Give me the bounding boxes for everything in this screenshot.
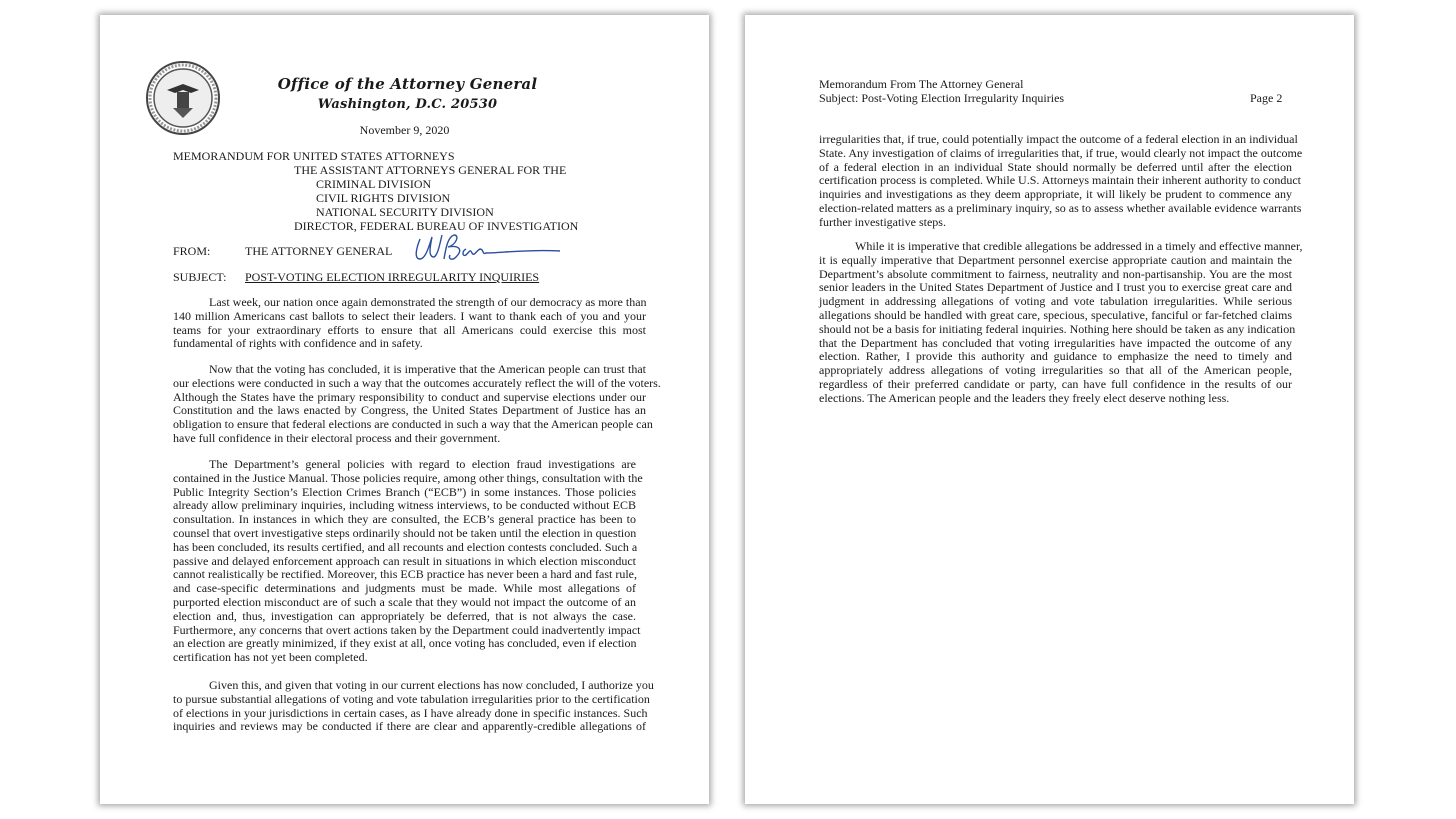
page-number: Page 2 [1250,91,1283,105]
text-line: cannot realistically be rectified. Moreover, this ECB practice has never been a hard and fast rule, [173,567,637,582]
recipient: DIRECTOR, FEDERAL BUREAU OF INVESTIGATION [294,219,579,233]
text-line: Constitution and the laws enacted by Congress, the United States Department of Justice has an [173,403,646,418]
from-label: FROM: [173,244,211,258]
text-line: our elections were conducted in such a way that the outcomes accurately reflect the will of the voters. [173,375,661,390]
subject-label: SUBJECT: [173,270,227,284]
text-line: certification process is completed. While U.S. Attorneys maintain their inherent authority to conduct [819,173,1301,188]
text-line: that the Department has concluded that voting irregularities have impacted the outcome of any [819,335,1292,350]
text-line: inquiries and investigations as they deem appropriate, it will likely be prudent to commence any [819,187,1292,202]
text-line: of a federal election in an individual State should normally be deferred until after the election [819,159,1292,174]
paragraph-5 [819,132,1303,230]
signature-icon [410,229,565,265]
text-line: an election are greatly minimized, if they exist at all, once voting has concluded, even if election [173,636,637,651]
text-line: The Department’s general policies with regard to election fraud investigations are [209,457,636,471]
text-line: allegations should be handled with great care, specious, speculative, fanciful or far-fetched claims [819,307,1292,322]
office-address: Washington, D.C. 20530 [317,97,498,112]
text-line: Department’s absolute commitment to fairness, neutrality and non-partisanship. You are the most [819,266,1292,281]
memo-page-2 [745,15,1354,804]
recipient: CRIMINAL DIVISION [316,177,432,191]
text-line: regardless of their preferred candidate or party, can have full confidence in the results of our [819,376,1292,391]
office-title: Office of the Attorney General [277,75,538,93]
paragraph-4 [173,678,654,734]
paragraph-2 [173,362,661,446]
subject-value: POST-VOTING ELECTION IRREGULARITY INQUIRIES [245,270,540,284]
text-line: should not be a basis for initiating federal inquiries. Nothing here should be taken as any indication [819,321,1296,336]
text-line: irregularities that, if true, could potentially impact the outcome of a federal election in an individual [819,132,1298,146]
memo-page-1 [100,15,709,804]
paragraph-1 [173,296,646,351]
text-line: passive and delayed enforcement approach can result in situations in which election misconduct [173,553,636,568]
text-line: already allow preliminary inquiries, including witness interviews, to be conducted without ECB [173,498,636,513]
text-line: senior leaders in the United States Department of Justice and I trust you to exercise great care and [819,280,1292,295]
text-line: election. Rather, I provide this authority and guidance to emphasize the need to timely and [819,349,1292,364]
text-line: Last week, our nation once again demonstrated the strength of our democracy as more than [209,295,647,309]
text-line: to pursue substantial allegations of voting and vote tabulation irregularities prior to the certification [173,691,650,706]
text-line: appropriately address allegations of voting irregularities so that all of the American people, [819,363,1292,378]
text-line: Given this, and given that voting in our current elections has now concluded, I authorize you [209,678,654,692]
text-line: elections. The American people and the leaders they freely elect deserve nothing less. [819,390,1230,405]
text-line: State. Any investigation of claims of irregularities that, if true, would clearly not impact the outcome [819,145,1303,160]
text-line: further investigative steps. [819,214,946,229]
text-line: has been concluded, its results certified, and all recounts and election contests concluded. Such a [173,539,638,554]
text-line: and case-specific determinations and judgments must be made. While most allegations of [173,581,636,596]
text-line: Public Integrity Section’s Election Crimes Branch (“ECB”) in some instances. Those policies [173,484,636,499]
running-header-title: Memorandum From The Attorney General [819,77,1024,91]
recipient: CIVIL RIGHTS DIVISION [316,191,451,205]
text-line: have full confidence in their electoral process and their government. [173,430,501,445]
text-line: judgment in addressing allegations of voting and vote tabulation irregularities. While serious [819,294,1292,309]
from-value: THE ATTORNEY GENERAL [245,244,393,258]
text-line: election and, thus, investigation can appropriately be deferred, that is not always the case. [173,608,636,623]
text-line: consultation. In instances in which they are consulted, the ECB’s general practice has been to [173,512,636,527]
text-line: election-related matters as a preliminary inquiry, so as to assess whether available evidence warrants [819,200,1302,215]
memo-for-label: MEMORANDUM FOR UNITED STATES ATTORNEYS [173,149,455,163]
memo-date: November 9, 2020 [359,123,450,137]
recipient: NATIONAL SECURITY DIVISION [316,205,494,219]
text-line: purported election misconduct are of such a scale that they would not impact the outcome of an [173,594,636,609]
text-line: While it is imperative that credible allegations be addressed in a timely and effective manner, [855,239,1303,253]
text-line: it is equally imperative that Department personnel exercise appropriate caution and maintain the [819,252,1292,267]
text-line: certification has not yet been completed. [173,650,368,665]
text-line: contained in the Justice Manual. Those policies require, among other things, consultation with the [173,470,643,485]
text-line: fundamental of rights with confidence and in safety. [173,336,423,351]
text-line: Furthermore, any concerns that overt actions taken by the Department could inadvertently impact [173,622,641,637]
text-line: inquiries and reviews may be conducted if there are clear and apparently-credible allegations of [173,719,646,734]
recipient: THE ASSISTANT ATTORNEYS GENERAL FOR THE [294,163,567,177]
text-line: obligation to ensure that federal elections are conducted in such a way that the American people can [173,417,653,432]
text-line: Now that the voting has concluded, it is imperative that the American people can trust that [209,362,646,376]
text-line: teams for your extraordinary efforts to ensure that all Americans could exercise this most [173,322,646,337]
text-line: 140 million Americans cast ballots to select their leaders. I want to thank each of you and your [173,308,646,323]
running-header-subject: Subject: Post-Voting Election Irregularity Inquiries [819,91,1065,105]
text-line: counsel that overt investigative steps ordinarily should not be taken until the election in question [173,525,637,540]
paragraph-3 [173,457,643,665]
paragraph-6 [819,239,1303,406]
text-line: Although the States have the primary responsibility to conduct and supervise elections under our [173,389,646,404]
text-line: of elections in your jurisdictions in certain cases, as I have already done in specific instances. Such [173,705,648,720]
